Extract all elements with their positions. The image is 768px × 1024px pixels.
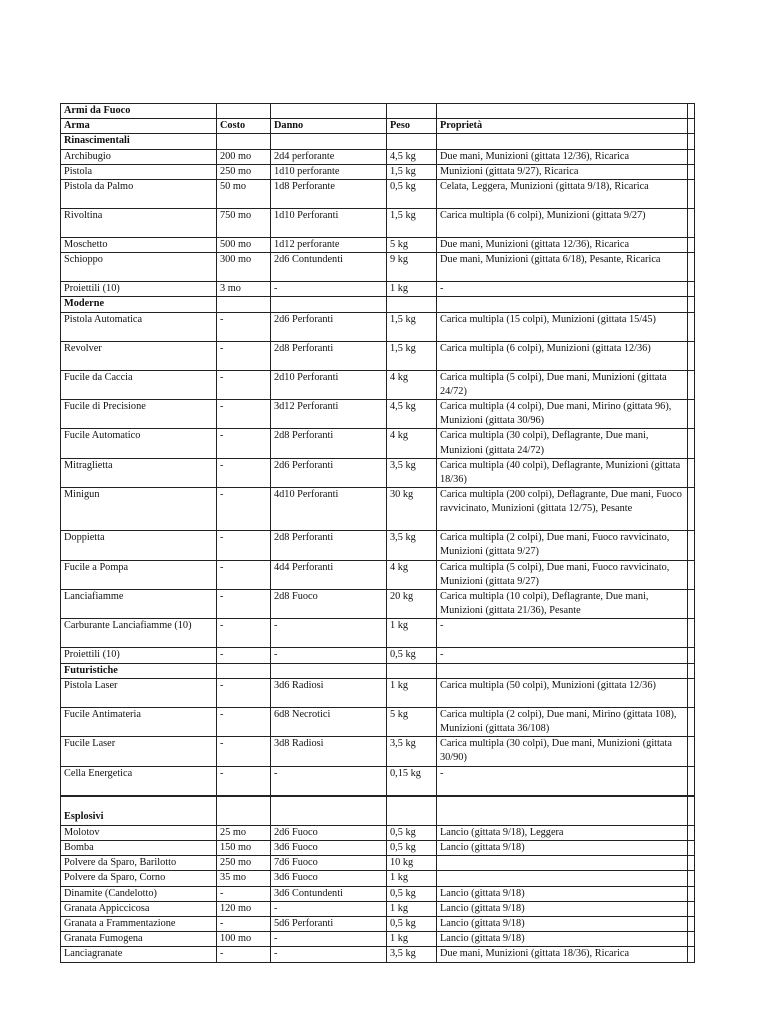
cell-costo: 300 mo	[217, 253, 271, 282]
cell-costo: 250 mo	[217, 856, 271, 871]
cell-peso: 3,5 kg	[387, 531, 437, 560]
cell-prop: Carica multipla (6 colpi), Munizioni (gittata 12/36)	[437, 341, 688, 370]
section-heading: Moderne	[61, 297, 217, 312]
cell-peso: 4,5 kg	[387, 149, 437, 164]
document-page	[60, 103, 696, 963]
table-row	[61, 560, 695, 589]
cell-peso: 20 kg	[387, 590, 437, 619]
cell-prop: Lancio (gittata 9/18)	[437, 886, 688, 901]
cell-costo: 3 mo	[217, 282, 271, 297]
cell-costo: -	[217, 370, 271, 399]
table-row	[61, 164, 695, 179]
table-row	[61, 886, 695, 901]
cell-costo: -	[217, 560, 271, 589]
table-row	[61, 458, 695, 487]
cell-costo: 200 mo	[217, 149, 271, 164]
cell-danno: 3d6 Fuoco	[271, 840, 387, 855]
cell-danno: 1d12 perforante	[271, 238, 387, 253]
cell-prop: Carica multipla (5 colpi), Due mani, Munizioni (gittata 24/72)	[437, 370, 688, 399]
cell-arma: Fucile Antimateria	[61, 707, 217, 736]
header-danno: Danno	[271, 119, 387, 134]
cell-danno: 2d6 Contundenti	[271, 253, 387, 282]
cell-arma: Schioppo	[61, 253, 217, 282]
cell-arma: Fucile a Pompa	[61, 560, 217, 589]
cell-peso: 1 kg	[387, 932, 437, 947]
table-row	[61, 856, 695, 871]
cell-costo: 25 mo	[217, 825, 271, 840]
cell-costo: -	[217, 707, 271, 736]
cell-prop: Carica multipla (5 colpi), Due mani, Fuoco ravvicinato, Munizioni (gittata 9/27)	[437, 560, 688, 589]
table-row	[61, 678, 695, 707]
cell-costo: -	[217, 886, 271, 901]
cell-peso: 0,15 kg	[387, 766, 437, 795]
cell-peso: 4 kg	[387, 429, 437, 458]
cell-danno: -	[271, 282, 387, 297]
cell-danno: -	[271, 932, 387, 947]
cell-arma: Pistola	[61, 164, 217, 179]
cell-prop: -	[437, 282, 688, 297]
table-row	[61, 531, 695, 560]
cell-danno: 2d4 perforante	[271, 149, 387, 164]
cell-prop	[437, 856, 688, 871]
cell-danno: 7d6 Fuoco	[271, 856, 387, 871]
cell-peso: 0,5 kg	[387, 825, 437, 840]
table-row	[61, 871, 695, 886]
table-row	[61, 916, 695, 931]
cell-danno: 6d8 Necrotici	[271, 707, 387, 736]
cell-costo: 250 mo	[217, 164, 271, 179]
table-row	[61, 209, 695, 238]
cell-prop	[437, 871, 688, 886]
cell-prop: Carica multipla (2 colpi), Due mani, Mirino (gittata 108), Munizioni (gittata 36/108)	[437, 707, 688, 736]
header-proprieta: Proprietà	[437, 119, 688, 134]
cell-danno: 2d6 Perforanti	[271, 312, 387, 341]
cell-costo: -	[217, 429, 271, 458]
cell-arma: Fucile da Caccia	[61, 370, 217, 399]
cell-prop: Carica multipla (4 colpi), Due mani, Mirino (gittata 96), Munizioni (gittata 30/96)	[437, 400, 688, 429]
cell-danno: -	[271, 766, 387, 795]
cell-costo: -	[217, 531, 271, 560]
cell-arma: Granata a Frammentazione	[61, 916, 217, 931]
cell-arma: Pistola Automatica	[61, 312, 217, 341]
cell-prop: Lancio (gittata 9/18)	[437, 901, 688, 916]
cell-danno: 3d12 Perforanti	[271, 400, 387, 429]
cell-peso: 5 kg	[387, 238, 437, 253]
cell-peso: 5 kg	[387, 707, 437, 736]
cell-prop: Carica multipla (40 colpi), Deflagrante, Munizioni (gittata 18/36)	[437, 458, 688, 487]
cell-costo: -	[217, 400, 271, 429]
cell-peso: 1,5 kg	[387, 209, 437, 238]
table-row	[61, 590, 695, 619]
table-row	[61, 707, 695, 736]
cell-arma: Molotov	[61, 825, 217, 840]
header-peso: Peso	[387, 119, 437, 134]
cell-danno: 3d6 Contundenti	[271, 886, 387, 901]
section-heading: Futuristiche	[61, 663, 217, 678]
cell-danno: -	[271, 947, 387, 962]
cell-peso: 1 kg	[387, 282, 437, 297]
cell-danno: 2d6 Fuoco	[271, 825, 387, 840]
cell-danno: 4d10 Perforanti	[271, 488, 387, 531]
cell-prop: Lancio (gittata 9/18)	[437, 932, 688, 947]
cell-costo: -	[217, 341, 271, 370]
cell-costo: 35 mo	[217, 871, 271, 886]
cell-arma: Cella Energetica	[61, 766, 217, 795]
cell-peso: 1 kg	[387, 871, 437, 886]
table-row	[61, 932, 695, 947]
cell-costo: -	[217, 947, 271, 962]
cell-costo: 100 mo	[217, 932, 271, 947]
table-row	[61, 180, 695, 209]
cell-prop: -	[437, 648, 688, 663]
cell-prop: Carica multipla (15 colpi), Munizioni (gittata 15/45)	[437, 312, 688, 341]
table-row	[61, 341, 695, 370]
cell-peso: 1 kg	[387, 901, 437, 916]
table-row	[61, 370, 695, 399]
cell-peso: 3,5 kg	[387, 458, 437, 487]
cell-peso: 0,5 kg	[387, 916, 437, 931]
cell-peso: 0,5 kg	[387, 840, 437, 855]
cell-arma: Pistola Laser	[61, 678, 217, 707]
cell-prop: Carica multipla (200 colpi), Deflagrante, Due mani, Fuoco ravvicinato, Munizioni (gittata 12/75), Pesante	[437, 488, 688, 531]
cell-prop: Celata, Leggera, Munizioni (gittata 9/18), Ricarica	[437, 180, 688, 209]
cell-danno: -	[271, 901, 387, 916]
cell-arma: Rivoltina	[61, 209, 217, 238]
cell-arma: Proiettili (10)	[61, 648, 217, 663]
cell-arma: Fucile Laser	[61, 737, 217, 766]
cell-arma: Moschetto	[61, 238, 217, 253]
cell-costo: -	[217, 619, 271, 648]
cell-costo: -	[217, 737, 271, 766]
table-row	[61, 238, 695, 253]
cell-prop: Carica multipla (50 colpi), Munizioni (gittata 12/36)	[437, 678, 688, 707]
header-arma: Arma	[61, 119, 217, 134]
table-row	[61, 149, 695, 164]
table-row	[61, 619, 695, 648]
cell-prop: Carica multipla (6 colpi), Munizioni (gittata 9/27)	[437, 209, 688, 238]
cell-peso: 4 kg	[387, 370, 437, 399]
cell-peso: 3,5 kg	[387, 737, 437, 766]
cell-costo: -	[217, 458, 271, 487]
cell-arma: Revolver	[61, 341, 217, 370]
table-row	[61, 488, 695, 531]
cell-costo: -	[217, 648, 271, 663]
cell-prop: Due mani, Munizioni (gittata 18/36), Ricarica	[437, 947, 688, 962]
cell-costo: 500 mo	[217, 238, 271, 253]
cell-peso: 0,5 kg	[387, 886, 437, 901]
cell-danno: 3d8 Radiosi	[271, 737, 387, 766]
cell-prop: Lancio (gittata 9/18)	[437, 840, 688, 855]
section-heading: Rinascimentali	[61, 134, 217, 149]
cell-danno: 3d6 Fuoco	[271, 871, 387, 886]
cell-danno: 2d8 Fuoco	[271, 590, 387, 619]
cell-peso: 1,5 kg	[387, 164, 437, 179]
cell-arma: Doppietta	[61, 531, 217, 560]
cell-danno: 3d6 Radiosi	[271, 678, 387, 707]
cell-danno: 4d4 Perforanti	[271, 560, 387, 589]
table-row	[61, 400, 695, 429]
cell-peso: 4,5 kg	[387, 400, 437, 429]
cell-arma: Polvere da Sparo, Corno	[61, 871, 217, 886]
table-row	[61, 282, 695, 297]
cell-prop: Lancio (gittata 9/18), Leggera	[437, 825, 688, 840]
cell-peso: 10 kg	[387, 856, 437, 871]
cell-prop: Carica multipla (2 colpi), Due mani, Fuoco ravvicinato, Munizioni (gittata 9/27)	[437, 531, 688, 560]
cell-danno: 2d8 Perforanti	[271, 341, 387, 370]
cell-peso: 1,5 kg	[387, 341, 437, 370]
table-row	[61, 253, 695, 282]
cell-danno: 2d10 Perforanti	[271, 370, 387, 399]
cell-peso: 30 kg	[387, 488, 437, 531]
cell-arma: Fucile di Precisione	[61, 400, 217, 429]
cell-costo: -	[217, 312, 271, 341]
cell-prop: Carica multipla (10 colpi), Deflagrante, Due mani, Munizioni (gittata 21/36), Pesante	[437, 590, 688, 619]
section-row-esplosivi	[61, 796, 695, 825]
title-row	[61, 104, 695, 119]
cell-arma: Polvere da Sparo, Barilotto	[61, 856, 217, 871]
table-row	[61, 840, 695, 855]
cell-costo: 120 mo	[217, 901, 271, 916]
cell-prop: Due mani, Munizioni (gittata 6/18), Pesante, Ricarica	[437, 253, 688, 282]
cell-arma: Dinamite (Candelotto)	[61, 886, 217, 901]
cell-costo: 150 mo	[217, 840, 271, 855]
cell-peso: 1 kg	[387, 619, 437, 648]
cell-arma: Granata Fumogena	[61, 932, 217, 947]
cell-costo: -	[217, 678, 271, 707]
table-row	[61, 429, 695, 458]
cell-danno: 2d8 Perforanti	[271, 429, 387, 458]
cell-costo: -	[217, 766, 271, 795]
cell-peso: 1,5 kg	[387, 312, 437, 341]
table-row	[61, 947, 695, 962]
cell-arma: Lanciafiamme	[61, 590, 217, 619]
section-row-moderne	[61, 297, 695, 312]
cell-peso: 9 kg	[387, 253, 437, 282]
cell-prop: Due mani, Munizioni (gittata 12/36), Ricarica	[437, 149, 688, 164]
cell-danno: 2d6 Perforanti	[271, 458, 387, 487]
cell-arma: Archibugio	[61, 149, 217, 164]
weapons-table	[60, 103, 695, 963]
cell-arma: Lanciagranate	[61, 947, 217, 962]
cell-peso: 3,5 kg	[387, 947, 437, 962]
cell-peso: 0,5 kg	[387, 180, 437, 209]
cell-costo: -	[217, 916, 271, 931]
section-heading: Esplosivi	[61, 796, 217, 825]
cell-peso: 4 kg	[387, 560, 437, 589]
table-title: Armi da Fuoco	[61, 104, 217, 119]
cell-prop: Carica multipla (30 colpi), Deflagrante, Due mani, Munizioni (gittata 24/72)	[437, 429, 688, 458]
cell-danno: 5d6 Perforanti	[271, 916, 387, 931]
cell-arma: Mitraglietta	[61, 458, 217, 487]
cell-costo: -	[217, 488, 271, 531]
table-row	[61, 825, 695, 840]
cell-danno: -	[271, 619, 387, 648]
cell-danno: 1d10 Perforanti	[271, 209, 387, 238]
cell-arma: Pistola da Palmo	[61, 180, 217, 209]
cell-prop: Lancio (gittata 9/18)	[437, 916, 688, 931]
header-costo: Costo	[217, 119, 271, 134]
table-row	[61, 737, 695, 766]
cell-peso: 0,5 kg	[387, 648, 437, 663]
cell-costo: 50 mo	[217, 180, 271, 209]
cell-danno: 2d8 Perforanti	[271, 531, 387, 560]
cell-arma: Carburante Lanciafiamme (10)	[61, 619, 217, 648]
section-row-rinascimentali	[61, 134, 695, 149]
cell-costo: 750 mo	[217, 209, 271, 238]
cell-prop: -	[437, 619, 688, 648]
cell-costo: -	[217, 590, 271, 619]
cell-peso: 1 kg	[387, 678, 437, 707]
table-row	[61, 901, 695, 916]
table-row	[61, 312, 695, 341]
cell-arma: Bomba	[61, 840, 217, 855]
cell-arma: Fucile Automatico	[61, 429, 217, 458]
cell-arma: Minigun	[61, 488, 217, 531]
table-row	[61, 766, 695, 795]
section-row-futuristiche	[61, 663, 695, 678]
cell-prop: Munizioni (gittata 9/27), Ricarica	[437, 164, 688, 179]
cell-prop: Carica multipla (30 colpi), Due mani, Munizioni (gittata 30/90)	[437, 737, 688, 766]
table-row	[61, 648, 695, 663]
header-row	[61, 119, 695, 134]
cell-danno: -	[271, 648, 387, 663]
cell-arma: Proiettili (10)	[61, 282, 217, 297]
cell-prop: Due mani, Munizioni (gittata 12/36), Ricarica	[437, 238, 688, 253]
cell-danno: 1d10 perforante	[271, 164, 387, 179]
cell-prop: -	[437, 766, 688, 795]
cell-arma: Granata Appiccicosa	[61, 901, 217, 916]
cell-danno: 1d8 Perforante	[271, 180, 387, 209]
